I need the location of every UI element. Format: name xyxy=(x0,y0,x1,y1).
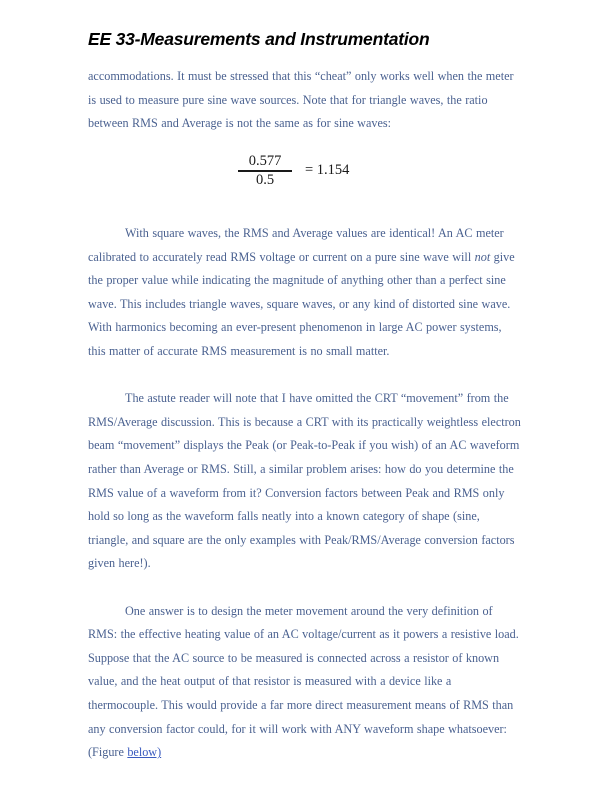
fraction xyxy=(238,154,292,188)
document-content xyxy=(88,30,522,765)
paragraph-square-waves-part1: With square waves, the RMS and Average values are identical! An AC meter calibrated to accurately read RMS voltage or current on a pure sine wave will xyxy=(88,226,504,264)
paragraph-crt-movement: The astute reader will note that I have omitted the CRT “movement” from the RMS/Average discussion. This is because a CRT with its practically weightless electron beam “movement” displays the Peak (or Peak-to-Peak if you wish) of an AC waveform rather than Average or RMS. Still, a similar problem arises: how do you determine the RMS value of a waveform from it? Conversion factors between Peak and RMS only hold so long as the waveform falls neatly into a known category of shape (sine, triangle, and square are the only examples with Peak/RMS/Average conversion factors given here!). xyxy=(88,391,521,571)
equation-ratio xyxy=(88,154,522,206)
emphasis-not: not xyxy=(474,249,491,264)
fraction-denominator: 0.5 xyxy=(255,171,275,188)
page-title: EE 33-Measurements and Instrumentation xyxy=(88,29,430,49)
paragraph-square-waves xyxy=(88,222,522,364)
fraction-numerator: 0.577 xyxy=(248,153,282,170)
equation-inner xyxy=(238,154,349,188)
paragraph-accommodations: accommodations. It must be stressed that this “cheat” only works well when the meter is used to measure pure sine wave sources. Note that for triangle waves, the ratio between RMS and Average is not the same as for sine waves: xyxy=(88,69,514,131)
paragraph-square-waves-part2: give the proper value while indicating the magnitude of anything other than a perfect sine wave. This includes triangle waves, square waves, or any kind of distorted sine wave. With harmonics becoming an ever-present phenomenon in large AC power systems, this matter of accurate RMS measurement is no small matter. xyxy=(88,249,515,358)
paragraph-thermocouple-part1: One answer is to design the meter movement around the very definition of RMS: the effective heating value of an AC voltage/current as it powers a resistive load. Suppose that the AC source to be measured is connected across a resistor of known value, and the heat output of that resistor is measured with a device like a thermocouple. This would provide a far more direct measurement means of RMS than any conversion factor could, for it will work with ANY waveform shape whatsoever: (Figure xyxy=(88,603,519,760)
equation-result: = 1.154 xyxy=(305,162,350,179)
paragraph-thermocouple xyxy=(88,600,522,765)
figure-below-link[interactable]: below) xyxy=(127,745,162,760)
